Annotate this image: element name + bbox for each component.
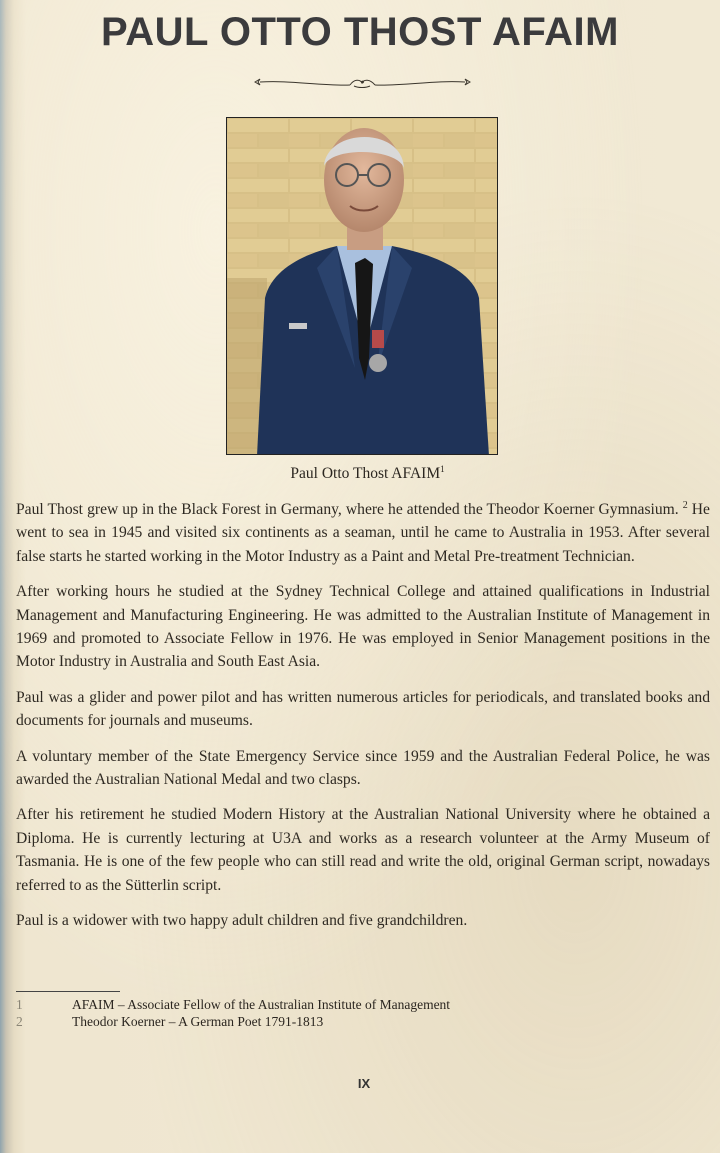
caption-text: Paul Otto Thost AFAIM	[290, 465, 441, 483]
ornament-divider	[250, 70, 475, 94]
paragraph-1	[16, 498, 710, 568]
paragraph-2: After working hours he studied at the Sydney Technical College and attained qualifications in Industrial Management and Manufacturing Engineering. He was admitted to the Australian Institute of Management in 1969 and promoted to Associate Fellow in 1976. He was employed in Senior Management positions in the Motor Industry in Australia and South East Asia.	[16, 583, 710, 671]
photo-caption	[0, 464, 720, 483]
footnote-2	[16, 1013, 706, 1030]
biography-text	[16, 498, 710, 945]
footnote-divider	[16, 991, 120, 992]
footnote-text: Theodor Koerner – A German Poet 1791-1813	[72, 1014, 324, 1029]
caption-footnote-ref: 1	[440, 464, 445, 474]
paragraph-5: After his retirement he studied Modern History at the Australian National University where he obtained a Diploma. He is currently lecturing at U3A and works as a research volunteer at the Army Museum of Tasmania. He is one of the few people who can still read and write the old, original German script, nowadays referred to as the Sütterlin script.	[16, 806, 710, 894]
page-number: IX	[357, 1076, 371, 1091]
footnote-1	[16, 996, 706, 1013]
footnote-number: 2	[16, 1014, 23, 1029]
paragraph-1-text: Paul Thost grew up in the Black Forest in Germany, where he attended the Theodor Koerner Gymnasium.	[16, 501, 679, 518]
footnote-text: AFAIM – Associate Fellow of the Australian Institute of Management	[72, 997, 451, 1012]
footnote-ref-2: 2	[682, 499, 688, 511]
paragraph-1-text-cont: He went to sea in 1945 and visited six continents as a seaman, until he came to Australia in 1953. After several false starts he started working in the Motor Industry as a Paint and Metal Pre-treatment Technician.	[16, 501, 710, 565]
paragraph-6: Paul is a widower with two happy adult children and five grandchildren.	[16, 912, 468, 930]
footnotes	[16, 996, 706, 1030]
paragraph-4: A voluntary member of the State Emergency Service since 1959 and the Australian Federal Police, he was awarded the Australian National Medal and two clasps.	[16, 747, 710, 789]
footnote-number: 1	[16, 997, 23, 1012]
page-title: PAUL OTTO THOST AFAIM	[101, 10, 619, 54]
paragraph-3: Paul was a glider and power pilot and has written numerous articles for periodicals, and translated books and documents for journals and museums.	[16, 688, 710, 730]
portrait-photo	[226, 117, 498, 455]
